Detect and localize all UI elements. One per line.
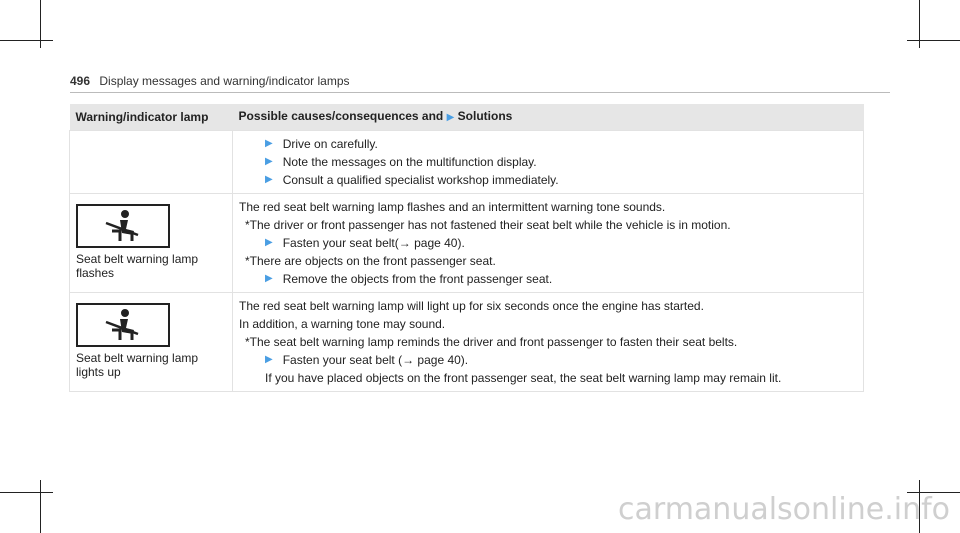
step-item [239,351,857,369]
step-text: Drive on carefully. [282,137,378,151]
column-header-solutions-label: Solutions [457,109,513,123]
step-text: Note the messages on the multifunction display. [282,155,537,169]
arrow-right-icon: ▶ [265,138,273,149]
causes-cell [233,194,864,293]
page-header [70,74,350,88]
arrow-right-icon: ▶ [265,273,273,284]
step-item [239,153,857,171]
cause-note: *The driver or front passenger has not fastened their seat belt while the vehicle is in motion. [245,218,731,232]
crop-mark [907,40,960,41]
lamp-cell-empty [70,131,233,194]
arrow-right-icon: ▶ [265,174,273,185]
causes-cell [233,131,864,194]
column-header-lamp: Warning/indicator lamp [70,104,233,131]
causes-cell [233,293,864,392]
watermark: carmanualsonline.info [618,492,950,527]
step-text: Fasten your seat belt(→ page 40). [282,236,465,250]
step-item [239,234,857,252]
arrow-right-icon: ▶ [265,237,273,248]
lamp-label-line: Seat belt warning lamp [76,252,199,266]
column-header-causes [233,104,864,131]
cause-text: The red seat belt warning lamp will light up for six seconds once the engine has started. [239,299,704,313]
page-number: 496 [70,74,91,88]
crop-mark [0,492,53,493]
lamp-label-line: Seat belt warning lamp [76,351,199,365]
step-text: Fasten your seat belt (→ page 40). [282,353,469,367]
cause-text: In addition, a warning tone may sound. [239,317,446,331]
cause-note: *The seat belt warning lamp reminds the driver and front passenger to fasten their seat belts. [245,335,738,349]
table-header-row [70,104,864,131]
cause-text: If you have placed objects on the front passenger seat, the seat belt warning lamp may remain lit. [265,371,782,385]
cause-text: The red seat belt warning lamp flashes and an intermittent warning tone sounds. [239,200,666,214]
seat-belt-icon-graphic [98,308,148,342]
seat-belt-icon [76,204,170,248]
step-text: Remove the objects from the front passenger seat. [282,272,553,286]
lamp-label [76,252,226,280]
arrow-right-icon: ▶ [265,156,273,167]
lamp-cell [70,293,233,392]
arrow-right-icon: ▶ [265,354,273,365]
crop-mark [40,480,41,533]
cause-note: *There are objects on the front passenger seat. [245,254,496,268]
table-row [70,293,864,392]
seat-belt-icon [76,303,170,347]
header-rule [70,92,890,93]
table-row [70,194,864,293]
lamp-label [76,351,226,379]
crop-mark [0,40,53,41]
step-item [239,171,857,189]
step-item [239,135,857,153]
table-row [70,131,864,194]
page-title: Display messages and warning/indicator lamps [99,74,350,88]
lamp-cell [70,194,233,293]
step-text: Consult a qualified specialist workshop immediately. [282,173,559,187]
arrow-right-icon: ▶ [446,112,455,123]
seat-belt-icon-graphic [98,209,148,243]
column-header-causes-label: Possible causes/consequences and [238,109,444,123]
lamp-label-line: lights up [76,365,121,379]
warning-table [69,104,864,392]
lamp-label-line: flashes [76,266,115,280]
step-item [239,270,857,288]
